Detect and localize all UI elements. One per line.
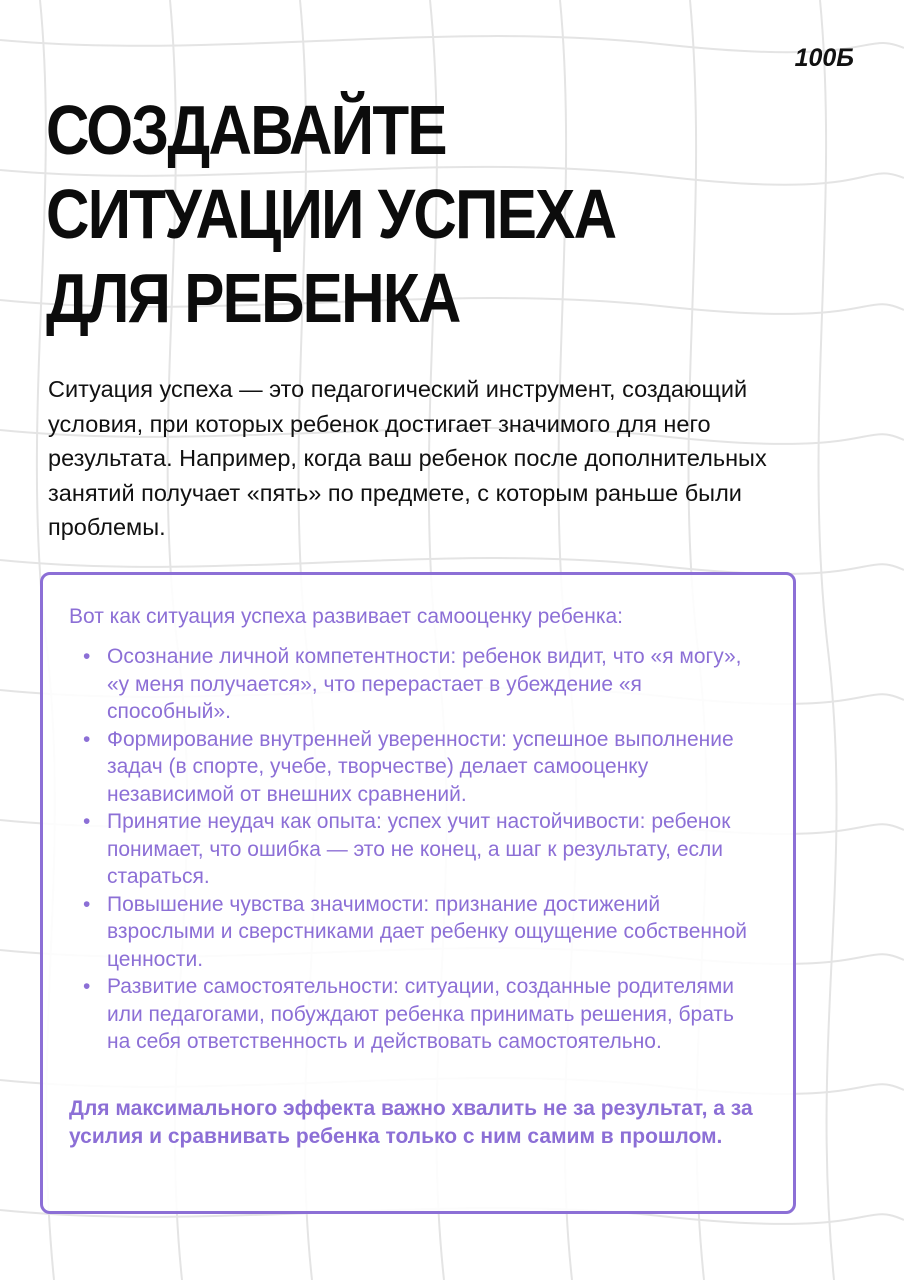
bullet-icon: • [83,810,91,833]
card-conclusion-text: Для максимального эффекта важно хвалить не за результат, а за усилия и сравнивать ребенка только с ним самим в прошлом. [69,1097,753,1148]
card-lead-text: Вот как ситуация успеха развивает самооценку ребенка: [69,605,623,628]
list-item-text: Формирование внутренней уверенности: успешное выполнение задач (в спорте, учебе, творчестве) делает самооценку независимой от внешних сравнений. [107,727,734,806]
list-item [69,891,749,974]
intro-paragraph: Ситуация успеха — это педагогический инструмент, создающий условия, при которых ребенок достигает значимого для него результата. Например, когда ваш ребенок после дополнительных занятий получает «пять» по предмете, с которым раньше были проблемы. [48,376,767,540]
list-item-text: Развитие самостоятельности: ситуации, созданные родителями или педагогами, побуждают ребенка принимать решения, брать на себя ответственность и действовать самостоятельно. [107,975,735,1053]
info-card [40,572,796,1214]
title-line: СИТУАЦИИ УСПЕХА [46,175,616,253]
brand-logo: 100Б [794,44,854,72]
page-title [46,88,700,340]
title-line: СОЗДАВАЙТЕ [46,91,446,169]
list-item-text: Принятие неудач как опыта: успех учит настойчивости: ребенок понимает, что ошибка — это не конец, а шаг к результату, если стараться. [107,810,731,888]
list-item [69,973,749,1056]
bullet-icon: • [83,645,91,668]
title-line: ДЛЯ РЕБЕНКА [46,259,460,337]
bullet-icon: • [83,975,91,998]
bullet-icon: • [83,892,91,916]
list-item-text: Осознание личной компетентности: ребенок видит, что «я могу», «у меня получается», что перерастает в убеждение «я способный». [107,645,742,723]
benefits-list [69,643,749,1056]
bullet-icon: • [83,727,91,751]
list-item-text: Повышение чувства значимости: признание достижений взрослыми и сверстниками дает ребенку ощущение собственной ценности. [107,892,747,971]
list-item [69,808,749,891]
list-item [69,643,749,726]
list-item [69,726,749,809]
